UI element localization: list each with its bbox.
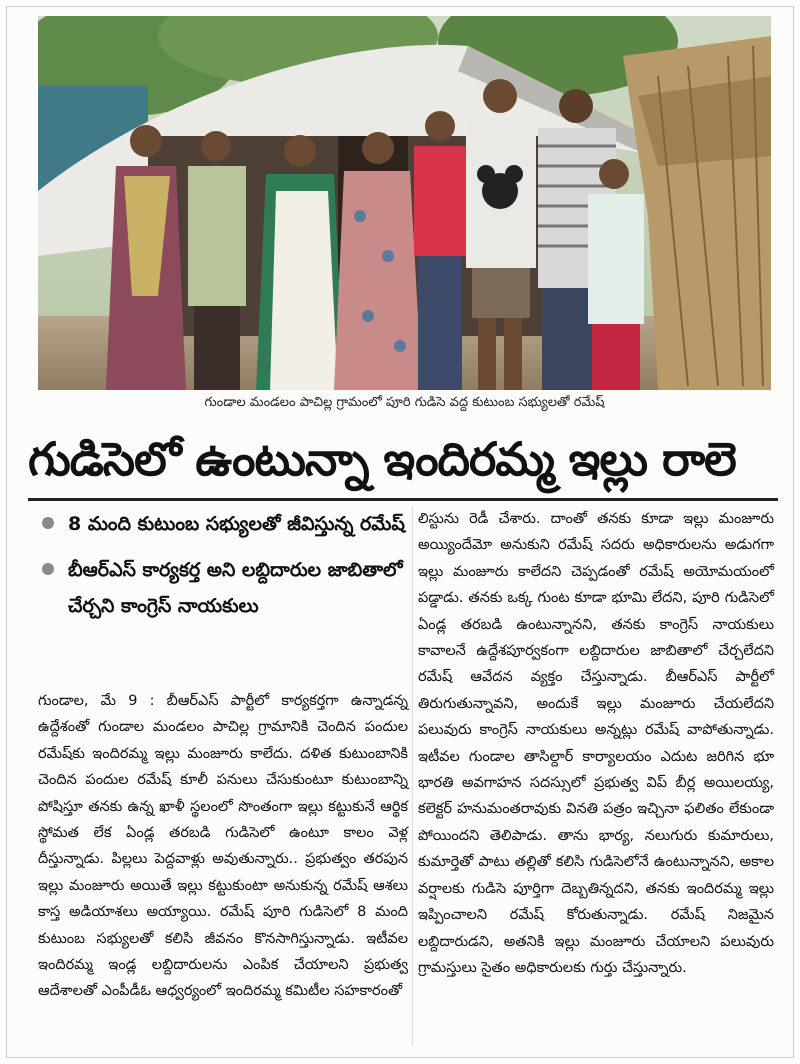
bullet-text: బీఆర్ఎస్ కార్యకర్త అని లబ్దిదారుల జాబితాలో చేర్చని కాంగ్రెస్ నాయకులు [68, 559, 403, 617]
column-divider [412, 506, 413, 1046]
article-paragraph: గుండాల, మే 9 : బీఆర్ఎస్ పార్టీలో కార్యకర్తగా ఉన్నాడన్న ఉద్దేశంతో గుండాల మండలం పాచిల్ల గ్రామానికి చెందిన పందుల రమేష్‌కు ఇందిరమ్మ ఇల్లు మంజూరు కాలేదు. దళిత కుటుంబానికి చెందిన పందుల రమేష్ కూలీ పనులు చేసుకుంటూ కుటుంబాన్ని పోషిస్తూ తనకు ఉన్న ఖాళీ స్థలంలో సొంతంగా ఇల్లు కట్టుకునే ఆర్థిక స్థోమత లేక ఏండ్ల తరబడి గుడిసెలో ఉంటూ కాలం వెళ్ల దీస్తున్నాడు. పిల్లలు పెద్దవాళ్లు అవుతున్నారు.. ప్రభుత్వం తరపున ఇల్లు మంజూరు అయితే ఇల్లు కట్టుకుంటా అనుకున్న రమేష్ ఆశలు కాస్త అడియాశలు అయ్యాయి. రమేష్ పూరి గుడిసెలో 8 మంది కుటుంబ సభ్యులతో కలిసి జీవనం కొనసాగిస్తున్నాడు. ఇటీవల ఇందిరమ్మ ఇండ్ల లబ్దిదారులను ఎంపిక చేయాలని ప్రభుత్వ ఆదేశాలతో ఎంపీడీఓ ఆధ్వర్యంలో ఇందిరమ్మ కమిటీల సహకారంతో [38, 693, 408, 1000]
bullet-text: 8 మంది కుటుంబ సభ్యులతో జీవిస్తున్న రమేష్ [68, 513, 405, 535]
photo-caption: గుండాల మండలం పాచిల్ల గ్రామంలో పూరి గుడిసె వద్ద కుటుంబ సభ్యులతో రమేష్ [204, 395, 605, 410]
article-column-left [38, 688, 408, 1005]
bullet-dot-icon [42, 563, 54, 575]
family-photo-illustration [38, 16, 771, 390]
article-column-right [418, 506, 774, 981]
headline-rule [28, 498, 778, 501]
bullet-dot-icon [42, 517, 54, 529]
article-paragraph: లిస్టును రెడీ చేశారు. దాంతో తనకు కూడా ఇల్లు మంజూరు అయ్యిందేమో అనుకుని రమేష్ సదరు అధికారులను అడుగగా ఇల్లు మంజూరు కాలేదని చెప్పడంతో రమేష్ అయోమయంలో పడ్డాడు. తనకు ఒక్క గుంట కూడా భూమి లేదని, పూరి గుడిసెలో ఏండ్ల తరబడి ఉంటున్నానని, తనకు కాంగ్రెస్ నాయకులు కావాలనే ఉద్దేశపూర్వకంగా లబ్దిదారుల జాబితాలో చేర్చలేదని రమేష్ ఆవేదన వ్యక్తం చేస్తున్నాడు. బీఆర్ఎస్ పార్టీలో తిరుగుతున్నావని, అందుకే ఇల్లు మంజూరు చేయలేదని పలువురు కాంగ్రెస్ నాయకులు అన్నట్లు రమేష్ వాపోతున్నాడు. ఇటీవల గుండాల తాసిల్దార్ కార్యాలయం ఎదుట జరిగిన భూ భారతి అవగాహన సదస్సులో ప్రభుత్వ విప్ బీర్ల అయిలయ్య, కలెక్టర్ హనుమంతరావుకు వినతి పత్రం ఇచ్చినా ఫలితం లేకుండా పోయిందని తెలిపాడు. తాను భార్య, నలుగురు కుమారులు, కుమార్తెతో పాటు తల్లితో కలిసి గుడిసెలోనే ఉంటున్నానని, అకాల వర్షాలకు గుడిసె పూర్తిగా దెబ్బతిన్నదని, తనకు ఇందిరమ్మ ఇల్లు ఇప్పించాలని రమేష్ కోరుతున్నాడు. రమేష్ నిజమైన లబ్దిదారుడని, అతనికి ఇల్లు మంజూరు చేయాలని పలువురు గ్రామస్తులు సైతం అధికారులకు గుర్తు చేస్తున్నారు. [418, 511, 774, 976]
bullet-item [38, 552, 408, 624]
highlight-bullets [38, 506, 408, 634]
bullet-item [38, 506, 408, 542]
family-photo [38, 16, 771, 390]
headline: గుడిసెలో ఉంటున్నా ఇందిరమ్మ ఇల్లు రాలె [28, 432, 736, 486]
